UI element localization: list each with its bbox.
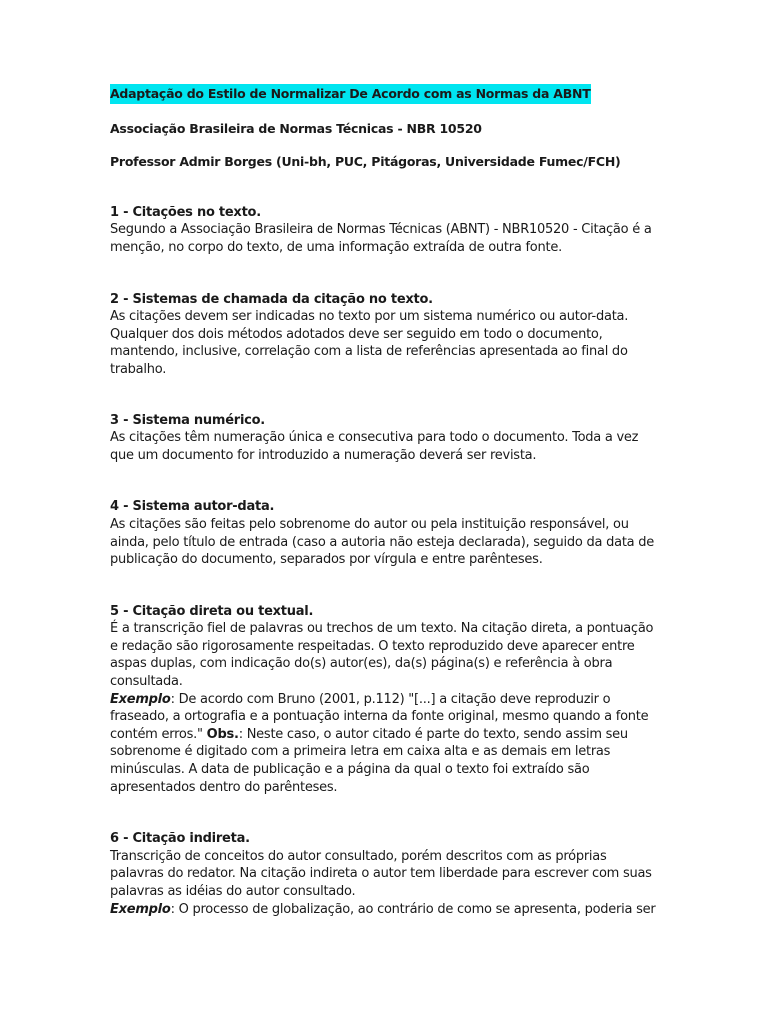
section-citacao-direta — [110, 603, 660, 797]
section-text-line: trabalho. — [110, 361, 167, 377]
section-heading: 2 - Sistemas de chamada da citação no texto. — [110, 291, 433, 307]
obs-line: apresentados dentro do parênteses. — [110, 779, 338, 795]
section-text-line: ainda, pelo título de entrada (caso a autoria não esteja declarada), seguido da data de — [110, 534, 655, 550]
example-text: : De acordo com Bruno (2001, p.112) "[...] a citação deve reproduzir o — [170, 691, 611, 707]
obs-line: minúsculas. A data de publicação e a página da qual o texto foi extraído são — [110, 762, 590, 778]
document-title: Adaptação do Estilo de Normalizar De Acordo com as Normas da ABNT — [110, 84, 591, 104]
document-page — [110, 84, 660, 918]
section-text-line: As citações são feitas pelo sobrenome do autor ou pela instituição responsável, ou — [110, 516, 629, 532]
section-text-line: As citações devem ser indicadas no texto por um sistema numérico ou autor-data. — [110, 309, 629, 325]
example-line: fraseado, a ortografia e a pontuação interna da fonte original, mesmo quando a fonte — [110, 709, 649, 725]
section-sistemas-de-chamada — [110, 291, 660, 379]
section-text-line: aspas duplas, com indicação do(s) autor(es), da(s) página(s) e referência à obra — [110, 656, 613, 672]
section-citacao-indireta — [110, 830, 660, 918]
document-title-row — [110, 84, 660, 104]
section-heading: 1 - Citações no texto. — [110, 204, 261, 220]
example-text: contém erros." — [110, 726, 207, 742]
example-text: : O processo de globalização, ao contrário de como se apresenta, poderia ser — [170, 901, 656, 917]
document-author: Professor Admir Borges (Uni-bh, PUC, Pitágoras, Universidade Fumec/FCH) — [110, 154, 621, 170]
section-text-line: Qualquer dos dois métodos adotados deve ser seguido em todo o documento, — [110, 326, 603, 342]
obs-text: : Neste caso, o autor citado é parte do texto, sendo assim seu — [238, 726, 628, 742]
section-text-line: É a transcrição fiel de palavras ou trechos de um texto. Na citação direta, a pontuação — [110, 621, 654, 637]
example-line — [110, 691, 660, 709]
section-text-line: Segundo a Associação Brasileira de Normas Técnicas (ABNT) - NBR10520 - Citação é a — [110, 222, 652, 238]
section-heading: 4 - Sistema autor-data. — [110, 499, 275, 515]
section-heading: 3 - Sistema numérico. — [110, 412, 265, 428]
section-heading: 6 - Citação indireta. — [110, 831, 250, 847]
obs-line: sobrenome é digitado com a primeira letra em caixa alta e as demais em letras — [110, 744, 611, 760]
section-text-line: publicação do documento, separados por vírgula e entre parênteses. — [110, 552, 543, 568]
section-heading: 5 - Citação direta ou textual. — [110, 603, 314, 619]
section-text-line: palavras do redator. Na citação indireta o autor tem liberdade para escrever com suas — [110, 866, 652, 882]
section-sistema-autor-data — [110, 498, 660, 568]
section-text-line: consultada. — [110, 674, 183, 690]
example-line — [110, 901, 660, 919]
section-text-line: menção, no corpo do texto, de uma informação extraída de outra fonte. — [110, 239, 562, 255]
example-obs-line — [110, 726, 660, 744]
document-subtitle: Associação Brasileira de Normas Técnicas - NBR 10520 — [110, 120, 482, 136]
section-text-line: que um documento for introduzido a numeração deverá ser revista. — [110, 447, 537, 463]
section-text-line: palavras as idéias do autor consultado. — [110, 884, 356, 899]
example-label: Exemplo — [110, 691, 171, 707]
section-sistema-numerico — [110, 412, 660, 465]
section-text-line: mantendo, inclusive, correlação com a lista de referências apresentada ao final do — [110, 344, 628, 360]
section-text-line: e redação são rigorosamente respeitadas. O texto reproduzido deve aparecer entre — [110, 638, 635, 654]
section-text-line: As citações têm numeração única e consecutiva para todo o documento. Toda a vez — [110, 430, 639, 446]
obs-label: Obs. — [206, 726, 239, 742]
section-citacoes-no-texto — [110, 204, 660, 257]
example-label: Exemplo — [110, 901, 171, 917]
section-text-line: Transcrição de conceitos do autor consultado, porém descritos com as próprias — [110, 848, 607, 864]
